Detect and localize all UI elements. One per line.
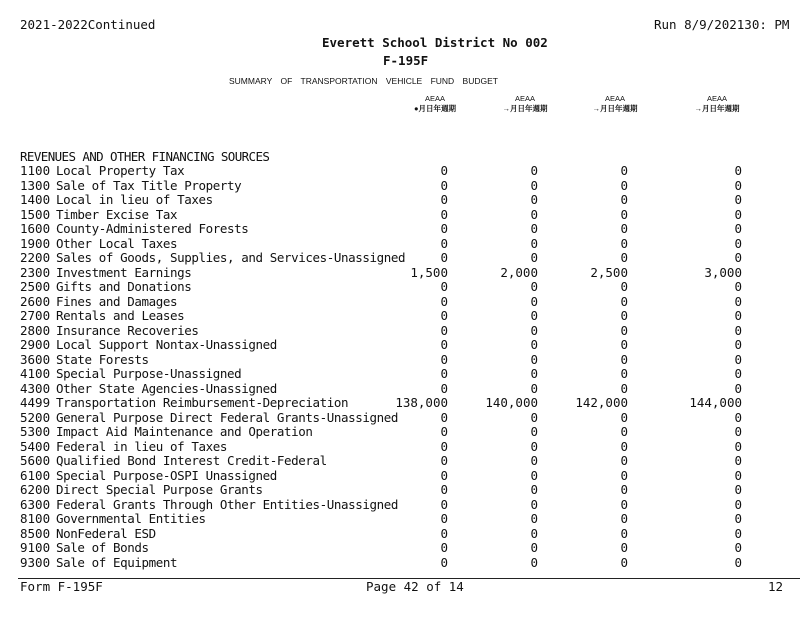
account-description: Insurance Recoveries xyxy=(56,322,199,338)
account-code: 2200 xyxy=(20,250,51,265)
table-row xyxy=(20,222,800,236)
table-row xyxy=(20,411,800,425)
amount-cell: 0 xyxy=(734,409,742,425)
amount-cell: 0 xyxy=(530,192,538,207)
account-code: 2300 xyxy=(20,264,51,280)
amount-cell: 0 xyxy=(530,221,538,236)
table-row xyxy=(20,396,800,410)
account-description: State Forests xyxy=(56,351,149,367)
table-row xyxy=(20,483,800,497)
amount-cell: 0 xyxy=(530,438,538,454)
amount-cell: 0 xyxy=(530,409,538,425)
amount-cell: 0 xyxy=(734,424,742,439)
amount-cell: 0 xyxy=(530,250,538,265)
column-header-1 xyxy=(390,94,480,114)
account-description: Federal Grants Through Other Entities-Unassigned xyxy=(56,496,399,512)
account-code: 2900 xyxy=(20,337,51,352)
table-row xyxy=(20,309,800,323)
column-header-bottom: →月日年週期 xyxy=(592,104,638,113)
account-code: 2700 xyxy=(20,308,51,323)
amount-cell: 0 xyxy=(530,511,538,526)
account-code: 9300 xyxy=(20,554,51,570)
account-description: Rentals and Leases xyxy=(56,308,185,323)
amount-cell: 0 xyxy=(440,177,448,193)
amount-cell: 0 xyxy=(620,221,628,236)
amount-cell: 0 xyxy=(440,467,448,483)
amount-cell: 0 xyxy=(440,525,448,541)
account-description: Governmental Entities xyxy=(56,511,206,526)
footer-right: 12 xyxy=(768,579,784,594)
amount-cell: 0 xyxy=(440,511,448,526)
account-description: Direct Special Purpose Grants xyxy=(56,482,263,497)
amount-cell: 0 xyxy=(734,351,742,367)
account-code: 1500 xyxy=(20,206,51,222)
amount-cell: 138,000 xyxy=(395,395,448,410)
table-row xyxy=(20,324,800,338)
account-description: Sale of Bonds xyxy=(56,540,149,555)
footer-form: Form F-195F xyxy=(20,579,103,594)
amount-cell: 0 xyxy=(440,380,448,396)
run-timestamp: Run 8/9/202130: PM xyxy=(654,17,790,32)
account-description: County-Administered Forests xyxy=(56,221,249,236)
account-description: Local Property Tax xyxy=(56,163,185,178)
column-header-top: AEAA xyxy=(514,94,535,103)
table-row xyxy=(20,512,800,526)
account-description: Other Local Taxes xyxy=(56,235,178,251)
account-code: 6200 xyxy=(20,482,51,497)
account-code: 2800 xyxy=(20,322,51,338)
amount-cell: 0 xyxy=(620,322,628,338)
amount-cell: 0 xyxy=(440,482,448,497)
amount-cell: 0 xyxy=(620,409,628,425)
table-row xyxy=(20,251,800,265)
amount-cell: 0 xyxy=(734,221,742,236)
amount-cell: 0 xyxy=(734,279,742,294)
amount-cell: 0 xyxy=(620,453,628,468)
amount-cell: 0 xyxy=(440,351,448,367)
table-row xyxy=(20,179,800,193)
amount-cell: 0 xyxy=(620,163,628,178)
amount-cell: 0 xyxy=(734,177,742,193)
amount-cell: 0 xyxy=(530,496,538,512)
column-header-4 xyxy=(672,94,762,114)
amount-cell: 0 xyxy=(530,554,538,570)
table-row xyxy=(20,454,800,468)
column-header-3 xyxy=(570,94,660,114)
form-code: F-195F xyxy=(383,53,429,68)
amount-cell: 0 xyxy=(530,163,538,178)
account-code: 2600 xyxy=(20,293,51,309)
amount-cell: 0 xyxy=(440,496,448,512)
amount-cell: 0 xyxy=(734,322,742,338)
account-description: Transportation Reimbursement-Depreciation xyxy=(56,395,349,410)
column-header-bottom: ●月日年週期 xyxy=(413,104,457,113)
table-row xyxy=(20,353,800,367)
account-description: NonFederal ESD xyxy=(56,525,156,541)
amount-cell: 0 xyxy=(440,337,448,352)
account-description: Sale of Equipment xyxy=(56,554,178,570)
amount-cell: 2,500 xyxy=(590,264,628,280)
table-row xyxy=(20,164,800,178)
amount-cell: 0 xyxy=(620,279,628,294)
account-description: General Purpose Direct Federal Grants-Unassigned xyxy=(56,409,399,425)
amount-cell: 0 xyxy=(530,279,538,294)
account-description: Timber Excise Tax xyxy=(56,206,178,222)
table-row xyxy=(20,469,800,483)
amount-cell: 0 xyxy=(734,337,742,352)
amount-cell: 0 xyxy=(440,322,448,338)
table-row xyxy=(20,498,800,512)
account-description: Investment Earnings xyxy=(56,264,192,280)
account-description: Impact Aid Maintenance and Operation xyxy=(56,424,313,439)
amount-cell: 0 xyxy=(620,438,628,454)
table-row xyxy=(20,193,800,207)
amount-cell: 0 xyxy=(620,177,628,193)
amount-cell: 0 xyxy=(530,525,538,541)
amount-cell: 0 xyxy=(530,177,538,193)
amount-cell: 0 xyxy=(620,293,628,309)
account-code: 8100 xyxy=(20,511,51,526)
amount-cell: 0 xyxy=(620,308,628,323)
amount-cell: 2,000 xyxy=(500,264,538,280)
amount-cell: 0 xyxy=(734,554,742,570)
amount-cell: 0 xyxy=(734,206,742,222)
amount-cell: 144,000 xyxy=(689,395,742,410)
amount-cell: 0 xyxy=(530,467,538,483)
amount-cell: 140,000 xyxy=(485,395,538,410)
amount-cell: 0 xyxy=(530,453,538,468)
table-row xyxy=(20,338,800,352)
amount-cell: 0 xyxy=(734,235,742,251)
amount-cell: 0 xyxy=(440,453,448,468)
amount-cell: 0 xyxy=(620,366,628,381)
column-header-top: AEAA xyxy=(424,94,445,103)
amount-cell: 0 xyxy=(440,192,448,207)
table-row xyxy=(20,527,800,541)
account-code: 2500 xyxy=(20,279,51,294)
district-name: Everett School District No 002 xyxy=(322,35,548,50)
amount-cell: 0 xyxy=(620,554,628,570)
amount-cell: 0 xyxy=(734,540,742,555)
account-code: 9100 xyxy=(20,540,51,555)
amount-cell: 0 xyxy=(440,366,448,381)
amount-cell: 0 xyxy=(530,235,538,251)
account-code: 5300 xyxy=(20,424,51,439)
table-row xyxy=(20,541,800,555)
account-description: Sale of Tax Title Property xyxy=(56,177,242,193)
account-code: 5600 xyxy=(20,453,51,468)
account-description: Local Support Nontax-Unassigned xyxy=(56,337,277,352)
amount-cell: 0 xyxy=(734,308,742,323)
amount-cell: 0 xyxy=(440,163,448,178)
table-row xyxy=(20,237,800,251)
amount-cell: 0 xyxy=(530,206,538,222)
amount-cell: 0 xyxy=(440,221,448,236)
amount-cell: 3,000 xyxy=(704,264,742,280)
report-summary-title: SUMMARY OF TRANSPORTATION VEHICLE FUND BUDGET xyxy=(229,76,498,86)
column-header-bottom: →月日年週期 xyxy=(694,104,740,113)
amount-cell: 0 xyxy=(440,293,448,309)
amount-cell: 0 xyxy=(734,293,742,309)
footer-page: Page 42 of 14 xyxy=(366,579,464,594)
account-code: 5400 xyxy=(20,438,51,454)
amount-cell: 0 xyxy=(620,540,628,555)
amount-cell: 0 xyxy=(440,235,448,251)
column-header-2 xyxy=(480,94,570,114)
table-row xyxy=(20,440,800,454)
amount-cell: 0 xyxy=(530,351,538,367)
amount-cell: 0 xyxy=(440,409,448,425)
account-description: Fines and Damages xyxy=(56,293,178,309)
amount-cell: 0 xyxy=(440,438,448,454)
amount-cell: 0 xyxy=(530,293,538,309)
table-row xyxy=(20,295,800,309)
account-description: Sales of Goods, Supplies, and Services-Unassigned xyxy=(56,250,406,265)
amount-cell: 0 xyxy=(530,380,538,396)
amount-cell: 0 xyxy=(734,467,742,483)
table-row xyxy=(20,367,800,381)
amount-cell: 0 xyxy=(620,380,628,396)
amount-cell: 0 xyxy=(530,482,538,497)
amount-cell: 0 xyxy=(620,206,628,222)
table-row xyxy=(20,556,800,570)
amount-cell: 0 xyxy=(734,380,742,396)
fiscal-years: 2021-2022Continued xyxy=(20,17,156,32)
account-code: 1300 xyxy=(20,177,51,193)
account-description: Special Purpose-Unassigned xyxy=(56,366,242,381)
amount-cell: 0 xyxy=(530,540,538,555)
amount-cell: 0 xyxy=(440,540,448,555)
table-row xyxy=(20,208,800,222)
amount-cell: 0 xyxy=(440,554,448,570)
account-code: 1400 xyxy=(20,192,51,207)
amount-cell: 0 xyxy=(620,424,628,439)
account-code: 4100 xyxy=(20,366,51,381)
amount-cell: 0 xyxy=(620,235,628,251)
account-code: 1900 xyxy=(20,235,51,251)
amount-cell: 0 xyxy=(734,163,742,178)
amount-cell: 0 xyxy=(530,308,538,323)
amount-cell: 0 xyxy=(734,511,742,526)
amount-cell: 0 xyxy=(734,250,742,265)
amount-cell: 0 xyxy=(620,337,628,352)
amount-cell: 0 xyxy=(734,366,742,381)
account-description: Federal in lieu of Taxes xyxy=(56,438,228,454)
account-code: 5200 xyxy=(20,409,51,425)
column-header-top: AEAA xyxy=(604,94,625,103)
amount-cell: 0 xyxy=(440,308,448,323)
amount-cell: 1,500 xyxy=(410,264,448,280)
amount-cell: 0 xyxy=(734,496,742,512)
account-description: Other State Agencies-Unassigned xyxy=(56,380,277,396)
table-row xyxy=(20,382,800,396)
account-code: 1100 xyxy=(20,163,51,178)
amount-cell: 0 xyxy=(530,337,538,352)
amount-cell: 0 xyxy=(734,525,742,541)
amount-cell: 0 xyxy=(620,351,628,367)
account-code: 8500 xyxy=(20,525,51,541)
amount-cell: 0 xyxy=(734,453,742,468)
account-description: Qualified Bond Interest Credit-Federal xyxy=(56,453,327,468)
amount-cell: 0 xyxy=(620,511,628,526)
amount-cell: 142,000 xyxy=(575,395,628,410)
account-code: 4499 xyxy=(20,395,51,410)
account-description: Gifts and Donations xyxy=(56,279,192,294)
account-code: 3600 xyxy=(20,351,51,367)
amount-cell: 0 xyxy=(440,250,448,265)
account-description: Special Purpose-OSPI Unassigned xyxy=(56,467,277,483)
amount-cell: 0 xyxy=(620,192,628,207)
section-title: REVENUES AND OTHER FINANCING SOURCES xyxy=(20,149,270,164)
account-code: 4300 xyxy=(20,380,51,396)
amount-cell: 0 xyxy=(440,206,448,222)
account-code: 1600 xyxy=(20,221,51,236)
column-header-bottom: →月日年週期 xyxy=(502,104,548,113)
table-row xyxy=(20,425,800,439)
amount-cell: 0 xyxy=(734,192,742,207)
amount-cell: 0 xyxy=(620,525,628,541)
amount-cell: 0 xyxy=(734,482,742,497)
amount-cell: 0 xyxy=(530,366,538,381)
amount-cell: 0 xyxy=(440,279,448,294)
account-description: Local in lieu of Taxes xyxy=(56,192,213,207)
table-row xyxy=(20,266,800,280)
account-code: 6100 xyxy=(20,467,51,483)
amount-cell: 0 xyxy=(620,482,628,497)
amount-cell: 0 xyxy=(620,250,628,265)
amount-cell: 0 xyxy=(530,424,538,439)
column-header-top: AEAA xyxy=(706,94,727,103)
amount-cell: 0 xyxy=(620,467,628,483)
account-code: 6300 xyxy=(20,496,51,512)
amount-cell: 0 xyxy=(734,438,742,454)
amount-cell: 0 xyxy=(530,322,538,338)
amount-cell: 0 xyxy=(440,424,448,439)
amount-cell: 0 xyxy=(620,496,628,512)
table-row xyxy=(20,280,800,294)
